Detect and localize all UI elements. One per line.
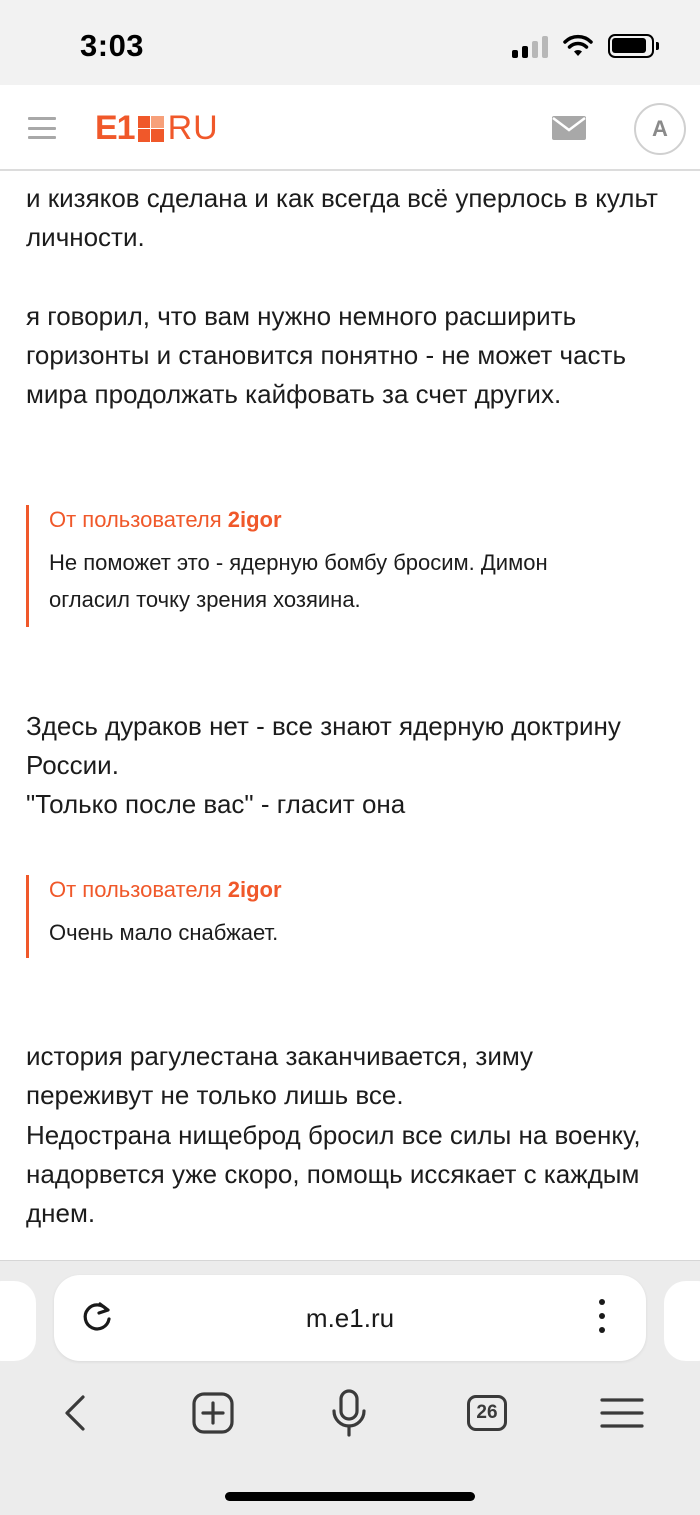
logo-square-icon (138, 116, 164, 142)
microphone-icon (331, 1389, 367, 1437)
status-bar (0, 0, 700, 85)
browser-nav (0, 1383, 700, 1443)
address-bar[interactable] (54, 1275, 646, 1361)
cellular-signal-icon (512, 34, 548, 58)
tabs-button[interactable] (457, 1383, 517, 1443)
voice-search-button[interactable] (319, 1383, 379, 1443)
quote-text: Очень мало снабжает. (49, 920, 279, 945)
next-tab-preview[interactable] (664, 1281, 700, 1361)
quote-block (26, 505, 626, 627)
battery-icon (608, 34, 654, 58)
tabs-icon: 26 (467, 1395, 507, 1431)
new-tab-button[interactable] (183, 1383, 243, 1443)
url-text[interactable]: m.e1.ru (305, 1303, 395, 1333)
quote-author (49, 505, 626, 535)
comment-paragraph: Недострана нищеброд бросил все силы на военку, надорвется уже скоро, помощь иссякает с каждым днем. (26, 1120, 641, 1228)
site-logo[interactable] (95, 109, 219, 148)
comment-paragraph: история рагулестана заканчивается, зиму переживут не только лишь все. (26, 1041, 534, 1110)
menu-icon (600, 1397, 644, 1429)
logo-main: E1 (95, 109, 135, 147)
mail-icon[interactable] (552, 116, 586, 140)
site-header (0, 85, 700, 171)
logo-suffix: RU (167, 109, 219, 147)
more-icon[interactable] (599, 1299, 605, 1333)
quote-prefix: От пользователя (49, 507, 228, 532)
quote-text: Не поможет это - ядерную бомбу бросим. Димон огласил точку зрения хозяина. (49, 550, 548, 612)
quote-username[interactable]: 2igor (227, 507, 282, 532)
quote-block (26, 875, 626, 958)
back-button[interactable] (45, 1383, 105, 1443)
quote-username[interactable]: 2igor (227, 877, 282, 902)
new-tab-icon (192, 1392, 234, 1434)
comment-paragraph: Здесь дураков нет - все знают ядерную доктрину России. (26, 711, 621, 780)
hamburger-icon[interactable] (28, 117, 56, 139)
home-indicator (225, 1492, 475, 1501)
comment-paragraph: и кизяков сделана и как всегда всё уперлось в культ личности. (26, 183, 658, 252)
quote-prefix: От пользователя (49, 877, 228, 902)
browser-toolbar (0, 1260, 700, 1515)
browser-menu-button[interactable] (592, 1383, 652, 1443)
comment-paragraph: я говорил, что вам нужно немного расширить горизонты и становится понятно - не может часть мира продолжать кайфовать за счет других. (26, 301, 626, 409)
back-icon (63, 1394, 87, 1432)
avatar[interactable]: A (634, 103, 686, 155)
wifi-icon (562, 34, 594, 58)
quote-author (49, 875, 626, 905)
previous-tab-preview[interactable] (0, 1281, 36, 1361)
status-time: 3:03 (80, 28, 145, 63)
status-icons (512, 34, 654, 58)
comment-paragraph: "Только после вас" - гласит она (26, 789, 406, 819)
